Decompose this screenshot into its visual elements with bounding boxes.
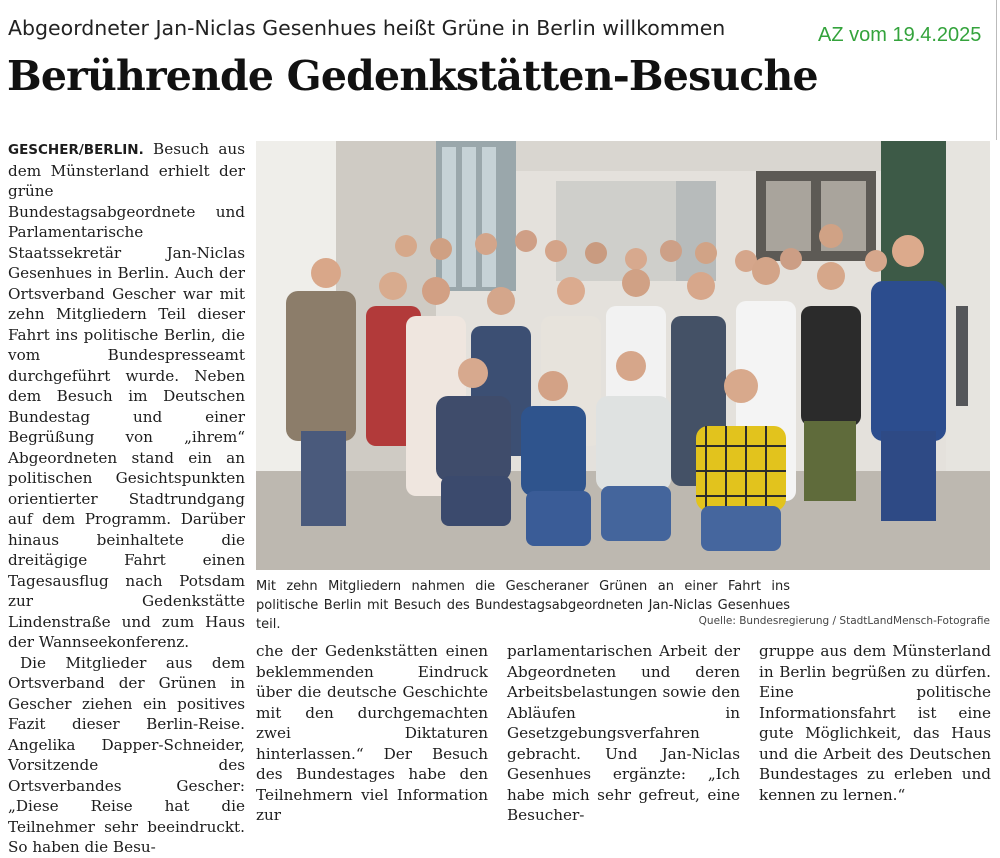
article-column-3 [507,641,740,826]
article-paragraph-2: Die Mitglieder aus dem Ortsverband der Grünen in Gescher ziehen ein positives Fazit dieser Berlin-Reise. Angelika Dapper-Schneider, Vorsitzende des Ortsverbandes Gescher: „Diese Reise hat die Teilnehmer sehr beeindruckt. So haben die Besu- [8,653,245,856]
photo-caption: Mit zehn Mitgliedern nahmen die Gescheraner Grünen an einer Fahrt ins politische Berlin mit Besuch des Bundestagsabgeordneten Jan-Niclas Gesenhues teil. [256,579,790,632]
article-paragraph-1-text: Besuch aus dem Münsterland erhielt der grüne Bundestagsabgeordnete und Parlamentarische Staatssekretär Jan-Niclas Gesenhues in Berlin. Auch der Ortsverband Gescher war mit zehn Mitgliedern Teil dieser Fahrt ins politische Berlin, die vom Bundespresseamt durchgeführt wurde. Neben dem Besuch im Deutschen Bundestag und einer Begrüßung von „ihrem“ Abgeordneten stand ein an politischen Gesichtspunkten orientierter Stadtrundgang auf dem Programm. Darüber hinaus beinhaltete die dreitägige Fahrt einen Tagesausflug nach Potsdam zur Gedenkstätte Lindenstraße und zum Haus der Wannseekonferenz. [8,140,245,651]
article-dateline: GESCHER/BERLIN. [8,142,144,158]
article-column-1 [8,139,245,858]
article-column-3-text: parlamentarischen Arbeit der Abgeordneten und deren Arbeitsbelastungen sowie den Abläufen in Gesetzgebungsverfahren gebracht. Und Jan-Niclas Gesenhues ergänzte: „Ich habe mich sehr gefreut, eine Besucher- [507,642,740,824]
article-column-2-text: che der Gedenkstätten einen beklemmenden Eindruck über die deutsche Geschichte mit den durchgemachten zwei Diktaturen hinterlassen.“ Der Besuch des Bundestages habe den Teilnehmern viel Information zur [256,642,488,824]
article-column-2 [256,641,488,826]
photo-credit: Quelle: Bundesregierung / StadtLandMensch-Fotografie [698,615,990,627]
group-photo [256,141,990,570]
newspaper-date-label: AZ vom 19.4.2025 [818,24,982,46]
group-photo-illustration [256,141,990,570]
article-headline: Berührende Gedenkstätten-Besuche [7,52,818,100]
article-column-4-text: gruppe aus dem Münsterland in Berlin begrüßen zu dürfen. Eine politische Informationsfahrt ist eine gute Möglichkeit, das Haus und die Arbeit des Deutschen Bundestages zu erleben und kennen zu lernen.“ [759,642,991,804]
photo-caption-block [256,577,990,634]
page-edge-line [996,0,997,140]
article-kicker: Abgeordneter Jan-Niclas Gesenhues heißt Grüne in Berlin willkommen [8,16,726,40]
article-paragraph-1 [8,139,245,653]
article-column-4 [759,641,991,805]
